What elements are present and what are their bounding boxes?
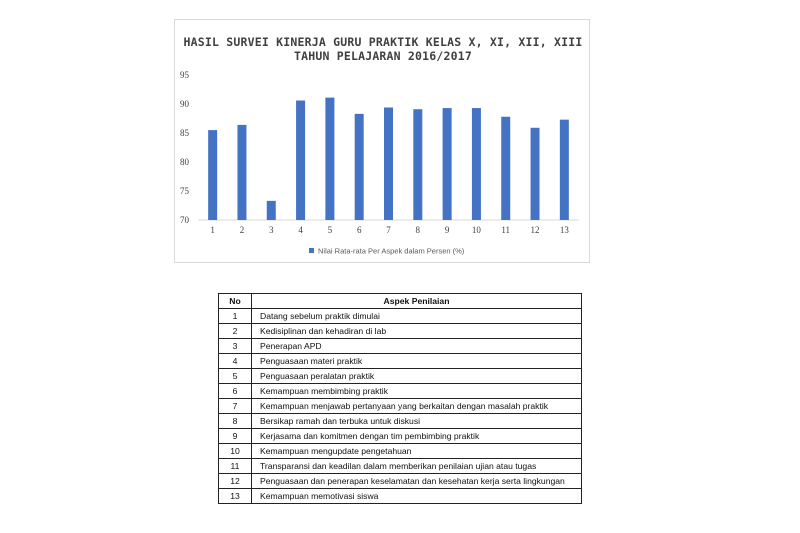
- table-row: [219, 369, 582, 384]
- row-no: 11: [219, 459, 252, 474]
- table-row: [219, 444, 582, 459]
- x-tick-label: 9: [444, 225, 450, 235]
- bar-9: [443, 108, 452, 220]
- row-no: 6: [219, 384, 252, 399]
- bar-3: [267, 201, 276, 220]
- row-aspek: Kerjasama dan komitmen dengan tim pembimbing praktik: [252, 429, 582, 444]
- table-row: [219, 489, 582, 504]
- x-tick-label: 10: [471, 225, 481, 235]
- bar-10: [472, 108, 481, 220]
- row-no: 13: [219, 489, 252, 504]
- row-aspek: Penguasaan dan penerapan keselamatan dan kesehatan kerja serta lingkungan: [252, 474, 582, 489]
- row-aspek: Kemampuan menjawab pertanyaan yang berkaitan dengan masalah praktik: [252, 399, 582, 414]
- x-tick-label: 1: [210, 225, 215, 235]
- row-aspek: Kedisiplinan dan kehadiran di lab: [252, 324, 582, 339]
- row-aspek: Transparansi dan keadilan dalam memberikan penilaian ujian atau tugas: [252, 459, 582, 474]
- y-tick-label: 70: [180, 215, 189, 225]
- x-tick-label: 3: [269, 225, 274, 235]
- row-aspek: Bersikap ramah dan terbuka untuk diskusi: [252, 414, 582, 429]
- y-tick-label: 85: [180, 128, 189, 138]
- chart-title-line-1: HASIL SURVEI KINERJA GURU PRAKTIK KELAS X, XI, XII, XIII: [183, 35, 583, 49]
- table-row: [219, 414, 582, 429]
- bar-12: [531, 128, 540, 220]
- table-row: [219, 429, 582, 444]
- table-row: [219, 354, 582, 369]
- chart-title-line-2: TAHUN PELAJARAN 2016/2017: [293, 49, 473, 63]
- x-tick-label: 2: [239, 225, 245, 235]
- y-tick-label: 95: [180, 70, 189, 80]
- y-tick-label: 90: [180, 99, 189, 109]
- x-tick-label: 5: [327, 225, 333, 235]
- y-tick-label: 80: [180, 157, 189, 167]
- y-tick-label: 75: [180, 186, 189, 196]
- table-row: [219, 339, 582, 354]
- bar-2: [237, 125, 246, 220]
- legend-swatch: [309, 248, 314, 253]
- row-aspek: Penguasaan peralatan praktik: [252, 369, 582, 384]
- x-tick-label: 7: [386, 225, 391, 235]
- x-tick-label: 6: [356, 225, 362, 235]
- table-row: [219, 384, 582, 399]
- row-no: 7: [219, 399, 252, 414]
- row-aspek: Kemampuan membimbing praktik: [252, 384, 582, 399]
- x-tick-label: 8: [415, 225, 421, 235]
- x-tick-label: 11: [501, 225, 511, 235]
- row-no: 3: [219, 339, 252, 354]
- bar-11: [501, 117, 510, 220]
- row-aspek: Kemampuan mengupdate pengetahuan: [252, 444, 582, 459]
- x-tick-label: 4: [298, 225, 303, 235]
- table-row: [219, 309, 582, 324]
- table-row: [219, 459, 582, 474]
- row-no: 9: [219, 429, 252, 444]
- row-no: 12: [219, 474, 252, 489]
- bar-1: [208, 130, 217, 220]
- aspek-table: [218, 293, 582, 504]
- table-row: [219, 399, 582, 414]
- row-no: 10: [219, 444, 252, 459]
- header-no: No: [219, 294, 252, 309]
- legend: [309, 247, 465, 256]
- chart-container: [174, 19, 590, 263]
- legend-label: Nilai Rata-rata Per Aspek dalam Persen (%): [318, 246, 465, 256]
- row-no: 1: [219, 309, 252, 324]
- x-tick-label: 13: [559, 225, 569, 235]
- bar-8: [413, 109, 422, 220]
- bar-7: [384, 107, 393, 220]
- row-no: 4: [219, 354, 252, 369]
- bar-chart: [175, 20, 591, 264]
- row-aspek: Datang sebelum praktik dimulai: [252, 309, 582, 324]
- header-aspek: Aspek Penilaian: [252, 294, 582, 309]
- row-no: 2: [219, 324, 252, 339]
- bar-13: [560, 120, 569, 220]
- bar-5: [325, 98, 334, 220]
- bar-6: [355, 114, 364, 220]
- row-no: 8: [219, 414, 252, 429]
- row-aspek: Penerapan APD: [252, 339, 582, 354]
- row-aspek: Kemampuan memotivasi siswa: [252, 489, 582, 504]
- row-aspek: Penguasaan materi praktik: [252, 354, 582, 369]
- table-row: [219, 324, 582, 339]
- bar-4: [296, 101, 305, 220]
- row-no: 5: [219, 369, 252, 384]
- table-header-row: [219, 294, 582, 309]
- table-row: [219, 474, 582, 489]
- x-tick-label: 12: [530, 225, 540, 235]
